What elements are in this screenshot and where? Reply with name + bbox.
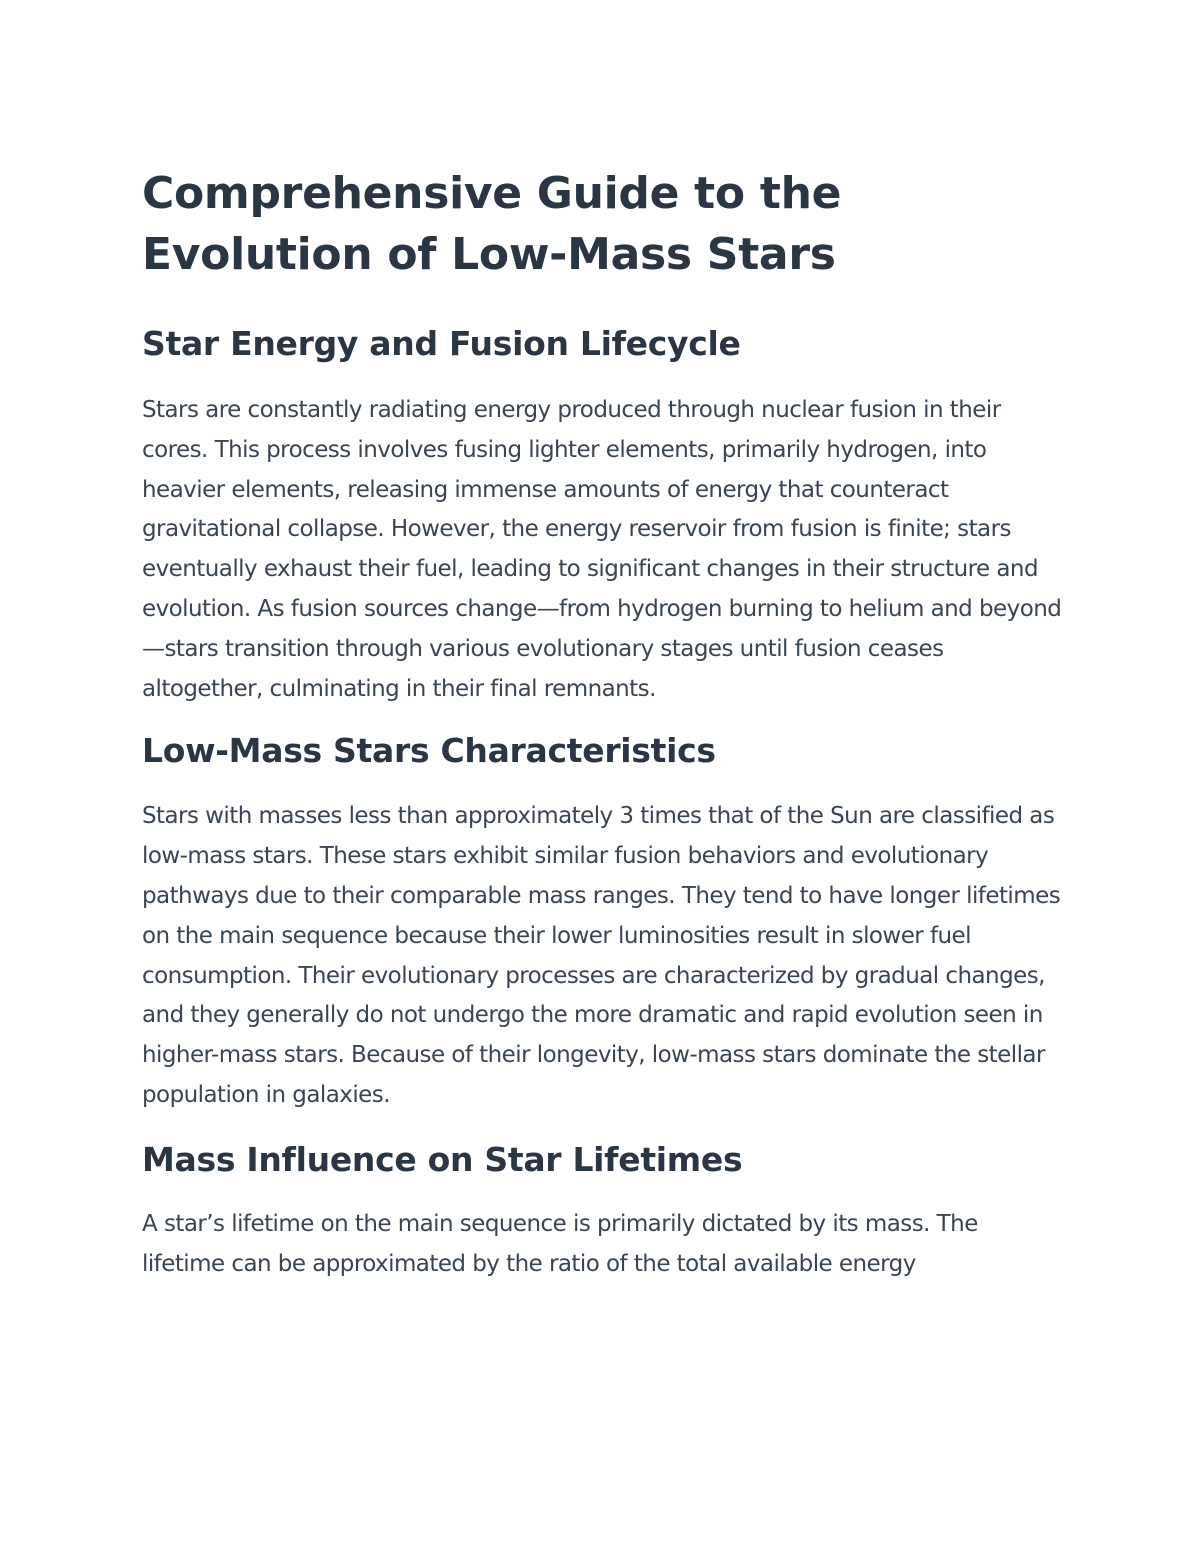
section-heading-mass-lifetimes: Mass Influence on Star Lifetimes <box>142 1139 743 1179</box>
document-title: Comprehensive Guide to the Evolution of Low-Mass Stars <box>142 168 842 280</box>
section-paragraph-low-mass-characteristics: Stars with masses less than approximately 3 times that of the Sun are classified as low-mass stars. These stars exhibit similar fusion behaviors and evolutionary pathways due to their comparable mass ranges. They tend to have longer lifetimes on the main sequence because their lower luminosities result in slower fuel consumption. Their evolutionary processes are characterized by gradual changes, and they generally do not undergo the more dramatic and rapid evolution seen in higher-mass stars. Because of their longevity, low-mass stars dominate the stellar population in galaxies. <box>142 803 1061 1108</box>
document-page <box>142 163 1064 1284</box>
section-paragraph-energy-fusion: Stars are constantly radiating energy produced through nuclear fusion in their cores. This process involves fusing lighter elements, primarily hydrogen, into heavier elements, releasing immense amounts of energy that counteract gravitational collapse. However, the energy reservoir from fusion is finite; stars eventually exhaust their fuel, leading to significant changes in their structure and evolution. As fusion sources change—from hydrogen burning to helium and beyond—stars transition through various evolutionary stages until fusion ceases altogether, culminating in their final remnants. <box>142 397 1062 702</box>
section-heading-energy-fusion: Star Energy and Fusion Lifecycle <box>142 324 741 363</box>
section-heading-low-mass-characteristics: Low-Mass Stars Characteristics <box>142 731 716 771</box>
section-paragraph-mass-lifetimes: A star’s lifetime on the main sequence is primarily dictated by its mass. The lifetime can be approximated by the ratio of the total available energy <box>142 1210 978 1277</box>
